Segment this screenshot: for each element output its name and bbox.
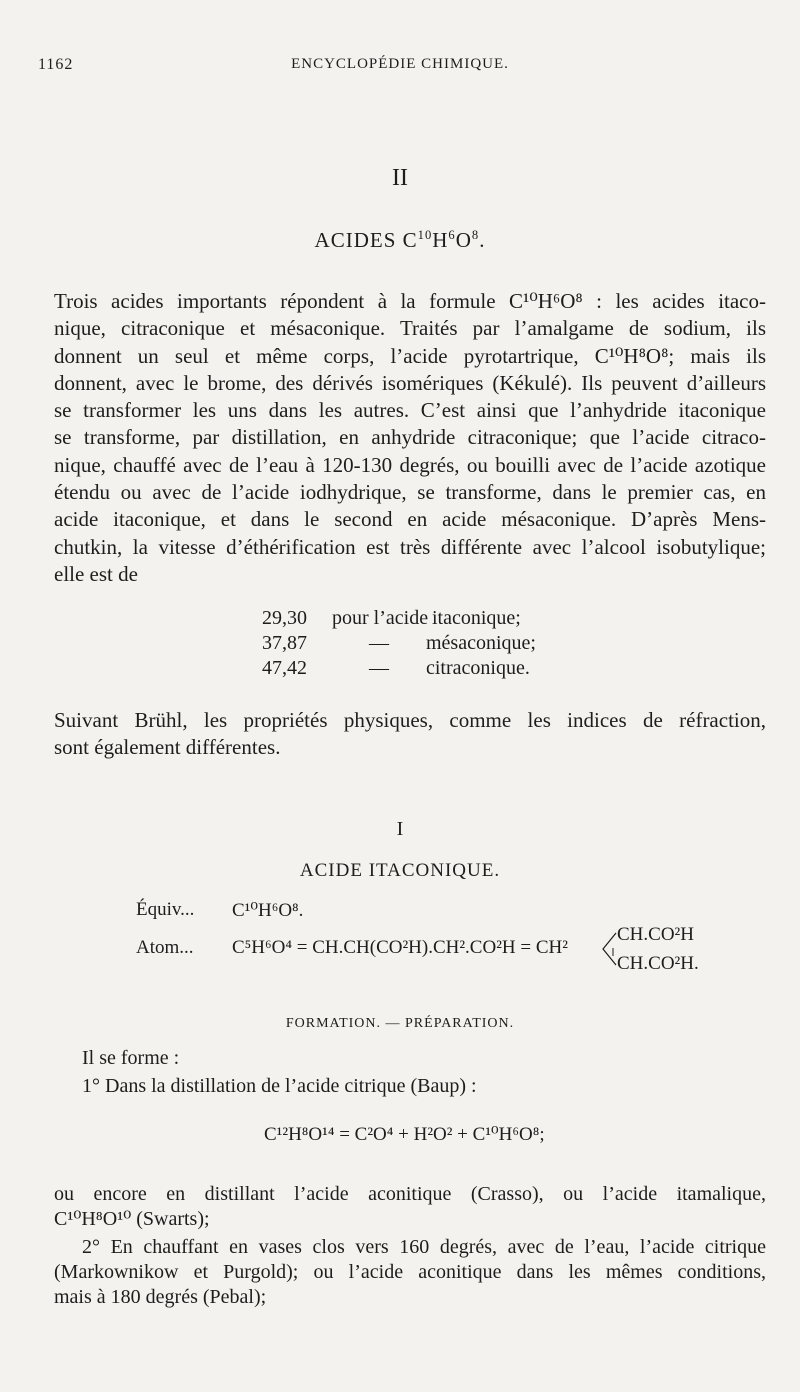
equiv-formula: C¹⁰H⁶O⁸.	[232, 900, 304, 921]
citric-equation: C¹²H⁸O¹⁴ = C²O⁴ + H²O² + C¹⁰H⁶O⁸;	[264, 1124, 545, 1145]
paragraph-line: donnent un seul et même corps, l’acide pyrotartrique, C¹⁰H⁸O⁸; mais ils	[54, 343, 766, 368]
value-acid: mésaconique;	[426, 632, 536, 654]
value-number: 47,42	[262, 657, 307, 679]
paragraph-line: se transformer les uns dans les autres. C’est ainsi que l’anhydride itaconique	[54, 398, 766, 423]
page-number: 1162	[38, 56, 74, 73]
value-row	[262, 631, 536, 656]
formation-intro: Il se forme :	[82, 1047, 180, 1069]
value-acid: itaconique;	[432, 607, 521, 629]
branch-top-formula: CH.CO²H	[617, 924, 694, 945]
paragraph-line: étendu ou avec de l’acide iodhydrique, se transforme, dans le premier cas, en	[54, 480, 766, 505]
intro-paragraph	[54, 288, 766, 588]
paragraph-line: chutkin, la vitesse d’éthérification est très différente avec l’alcool isobutylique;	[54, 534, 766, 559]
branch-bottom-formula: CH.CO²H.	[617, 953, 699, 974]
running-title: ENCYCLOPÉDIE CHIMIQUE.	[291, 56, 509, 72]
equiv-label: Équiv...	[136, 899, 195, 920]
paragraph-line: 2° En chauffant en vases clos vers 160 degrés, avec de l’eau, l’acide citrique	[82, 1236, 766, 1258]
paragraph-line: sont également différentes.	[54, 735, 281, 760]
paragraph-line: nique, citraconique et mésaconique. Traités par l’amalgame de sodium, ils	[54, 316, 766, 341]
bruhl-paragraph	[54, 707, 766, 762]
section-title-sup: 8	[471, 228, 480, 242]
atom-formula: C⁵H⁶O⁴ = CH.CH(CO²H).CH².CO²H = CH²	[232, 937, 568, 958]
section-number: II	[392, 165, 408, 191]
subsection-number: I	[396, 818, 404, 840]
paragraph-line: mais à 180 degrés (Pebal);	[54, 1286, 267, 1308]
section-title-part: H	[432, 228, 449, 252]
formation-item-1: 1° Dans la distillation de l’acide citrique (Baup) :	[82, 1075, 477, 1097]
etherification-values	[262, 606, 536, 681]
paragraph-line: ou encore en distillant l’acide aconitique (Crasso), ou l’acide itamalique,	[54, 1183, 766, 1205]
item-2-paragraph	[54, 1235, 766, 1310]
paragraph-line: elle est de	[54, 561, 138, 586]
value-row	[262, 656, 536, 681]
section-title-part: ACIDES C	[314, 228, 418, 252]
formation-heading: FORMATION. — PRÉPARATION.	[285, 1016, 515, 1031]
page-header	[0, 56, 800, 80]
aconitic-paragraph	[54, 1182, 766, 1232]
value-dash: —	[369, 657, 389, 679]
value-row	[262, 606, 536, 631]
value-dash: —	[369, 632, 389, 654]
paragraph-line: se transforme, par distillation, en anhydride citraconique; que l’acide citraco-	[54, 425, 766, 450]
paragraph-line: donnent, avec le brome, des dérivés isomériques (Kékulé). Ils peuvent d’ailleurs	[54, 370, 766, 395]
paragraph-line: Trois acides importants répondent à la formule C¹⁰H⁶O⁸ : les acides itaco-	[54, 289, 766, 313]
atom-label: Atom...	[136, 937, 194, 958]
paragraph-line: C¹⁰H⁸O¹⁰ (Swarts);	[54, 1208, 210, 1230]
paragraph-line: Suivant Brühl, les propriétés physiques, comme les indices de réfraction,	[54, 708, 766, 732]
paragraph-line: (Markownikow et Purgold); ou l’acide aconitique dans les mêmes conditions,	[54, 1261, 766, 1283]
section-title-part: .	[479, 228, 486, 252]
section-title-sup: 6	[448, 228, 456, 242]
value-dash: pour l’acide	[332, 607, 429, 629]
value-acid: citraconique.	[426, 657, 530, 679]
subsection-title: ACIDE ITACONIQUE.	[299, 860, 501, 881]
section-title-part: O	[455, 228, 472, 252]
branch-bracket-icon	[601, 931, 617, 967]
section-title-sup: 10	[417, 228, 433, 242]
value-number: 37,87	[262, 632, 307, 654]
paragraph-line: acide itaconique, et dans le second en acide mésaconique. D’après Mens-	[54, 507, 766, 532]
paragraph-line: nique, chauffé avec de l’eau à 120-130 degrés, ou bouilli avec de l’acide azotique	[54, 452, 766, 477]
section-title	[0, 228, 800, 253]
value-number: 29,30	[262, 607, 307, 629]
